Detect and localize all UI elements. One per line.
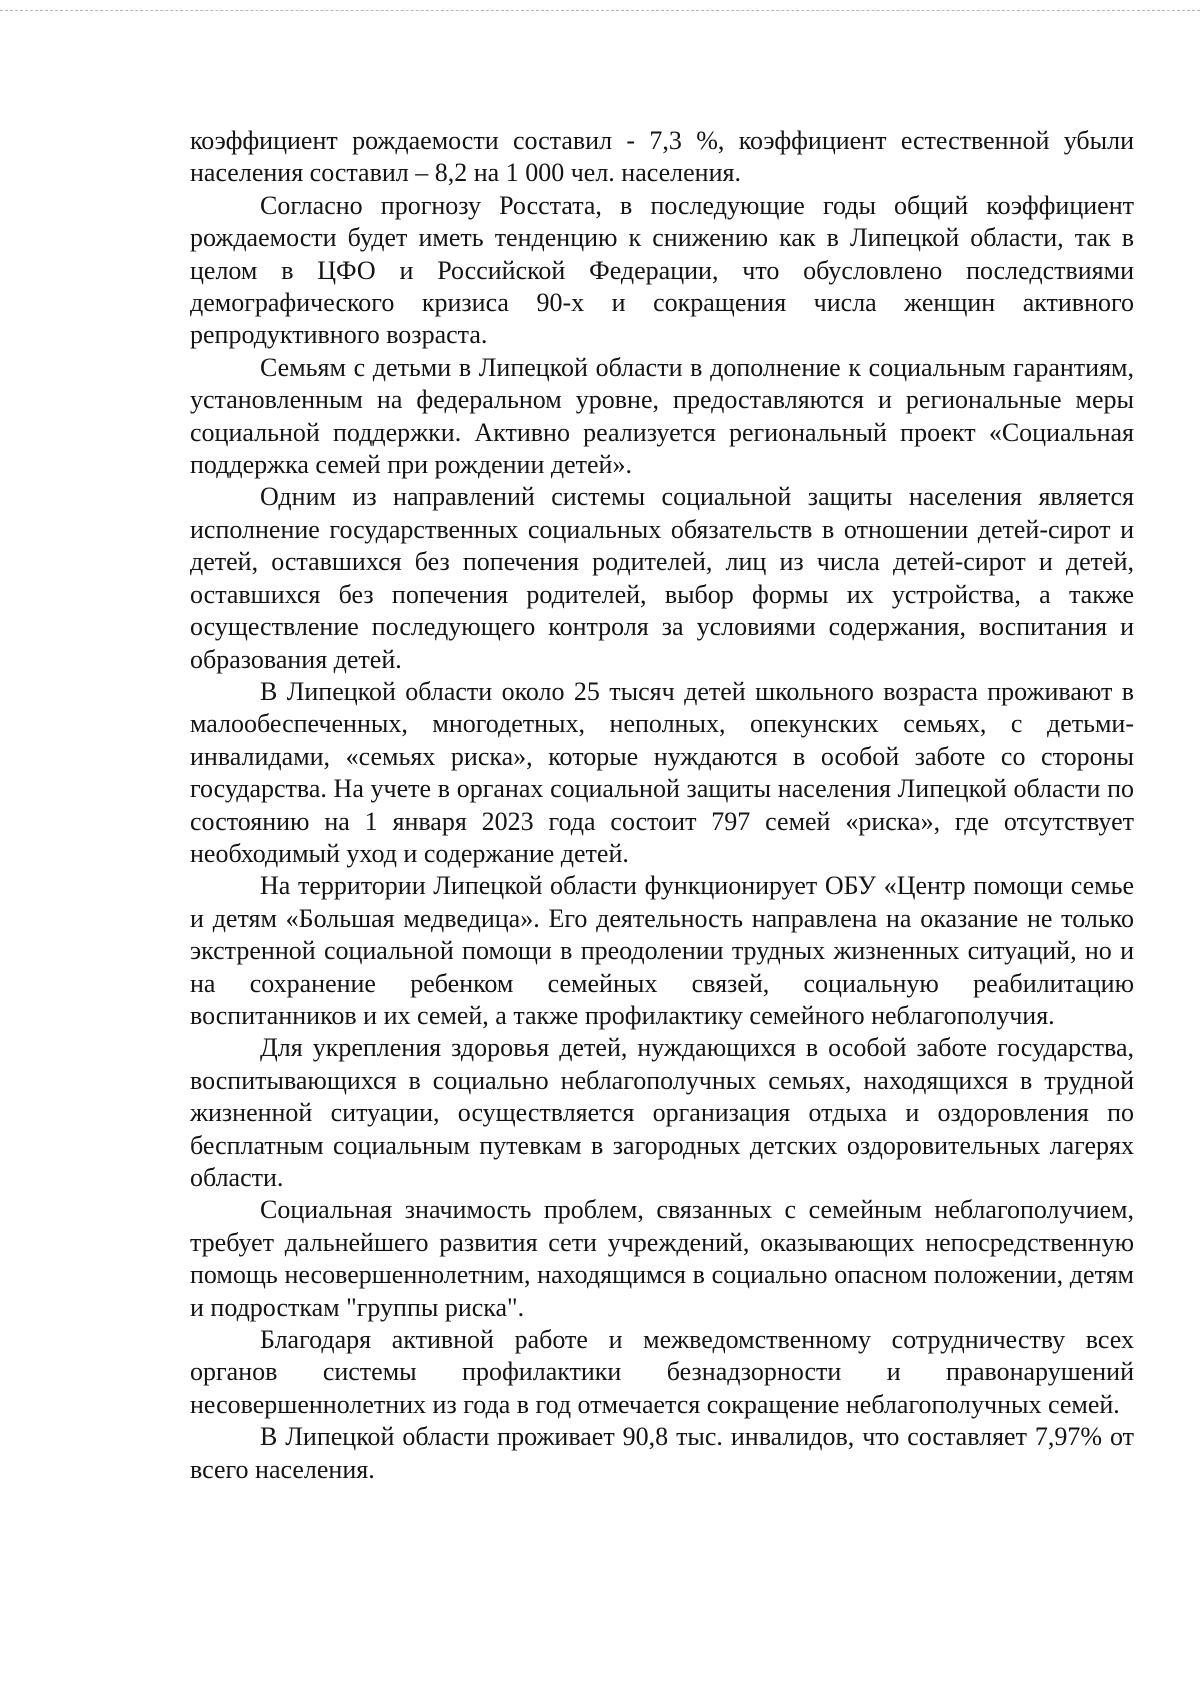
paragraph-interagency-cooperation: Благодаря активной работе и межведомственному сотрудничеству всех органов системы профилактики безнадзорности и правонарушений несовершеннолетних из года в год отмечается сокращение неблагополучных семей. [190,1325,1134,1419]
paragraph-disabled-population: В Липецкой области проживает 90,8 тыс. инвалидов, что составляет 7,97% от всего населения. [190,1422,1134,1484]
paragraph-rosstat-forecast: Согласно прогнозу Росстата, в последующие годы общий коэффициент рождаемости будет иметь тенденцию к снижению как в Липецкой области, так в целом в ЦФО и Российской Федерации, что обусловлено последствиями демографического кризиса 90-х и сокращения числа женщин активного репродуктивного возраста. [190,190,1134,350]
paragraph-family-support: Семьям с детьми в Липецкой области в дополнение к социальным гарантиям, установленным на федеральном уровне, предоставляются и региональные меры социальной поддержки. Активно реализуется региональный проект «Социальная поддержка семей при рождении детей». [190,352,1134,480]
paragraph-social-significance: Социальная значимость проблем, связанных с семейным неблагополучием, требует дальнейшего развития сети учреждений, оказывающих непосредственную помощь несовершеннолетним, находящимся в социально опасном положении, детям и подросткам "группы риска". [190,1195,1134,1322]
paragraph-orphans-protection: Одним из направлений системы социальной защиты населения является исполнение государственных социальных обязательств в отношении детей-сирот и детей, оставшихся без попечения родителей, лиц из числа детей-сирот и детей, оставшихся без попечения родителей, выбор формы их устройства, а также осуществление последующего контроля за условиями содержания, воспитания и образования детей. [190,482,1134,674]
page-top-edge [0,10,1200,11]
paragraph-children-health: Для укрепления здоровья детей, нуждающихся в особой заботе государства, воспитывающихся в социально неблагополучных семьях, находящихся в трудной жизненной ситуации, осуществляется организация отдыха и оздоровления по бесплатным социальным путевкам в загородных детских оздоровительных лагерях области. [190,1033,1134,1192]
paragraph-big-dipper-center: На территории Липецкой области функционирует ОБУ «Центр помощи семье и детям «Большая медведица». Его деятельность направлена на оказание не только экстренной социальной помощи в преодолении трудных жизненных ситуаций, но и на сохранение ребенком семейных связей, социальную реабилитацию воспитанников и их семей, а также профилактику семейного неблагополучия. [190,871,1134,1030]
document-body [190,125,1134,1486]
paragraph-birth-rate: коэффициент рождаемости составил - 7,3 %, коэффициент естественной убыли населения составил – 8,2 на 1 000 чел. населения. [190,126,1134,188]
paragraph-families-at-risk: В Липецкой области около 25 тысяч детей школьного возраста проживают в малообеспеченных, многодетных, неполных, опекунских семьях, с детьми-инвалидами, «семьях риска», которые нуждаются в особой заботе со стороны государства. На учете в органах социальной защиты населения Липецкой области по состоянию на 1 января 2023 года состоит 797 семей «риска», где отсутствует необходимый уход и содержание детей. [190,676,1134,868]
